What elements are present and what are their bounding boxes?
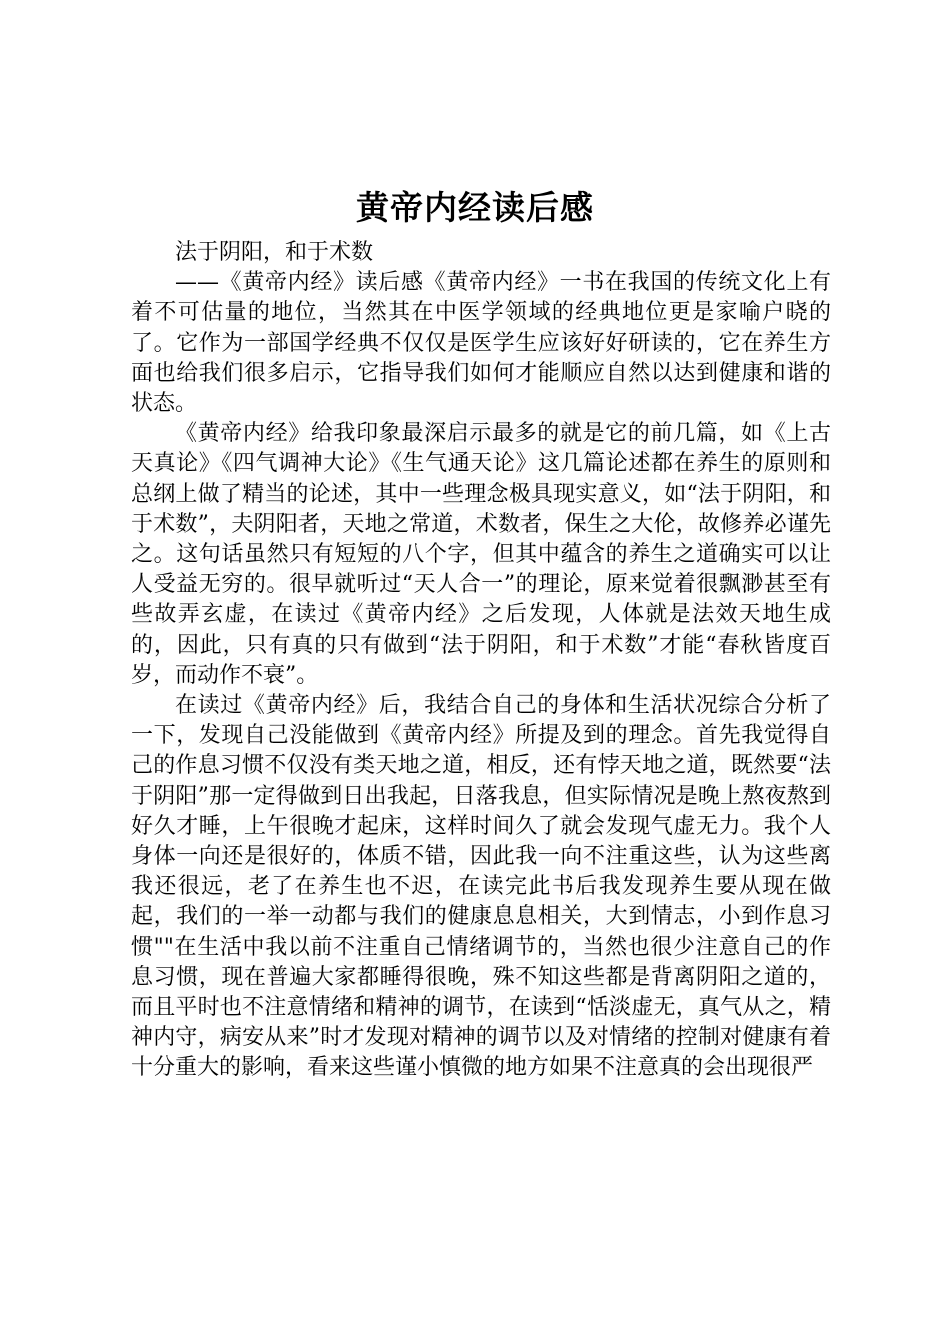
body-paragraph: 《黄帝内经》给我印象最深启示最多的就是它的前几篇，如《上古天真论》《四气调神大论》《生气通天论》这几篇论述都在养生的原则和总纲上做了精当的论述，其中一些理念极具现实意义，如“法于阴阳，和于术数”，夫阴阳者，天地之常道，术数者，保生之大伦，故修养必谨先之。这句话虽然只有短短的八个字，但其中蕴含的养生之道确实可以让人受益无穷的。很早就听过“天人合一”的理论，原来觉着很飘渺甚至有些故弄玄虚，在读过《黄帝内经》之后发现，人体就是法效天地生成的，因此，只有真的只有做到“法于阴阳，和于术数”才能“春秋皆度百岁，而动作不衰”。 bbox=[131, 421, 831, 688]
document-body bbox=[131, 238, 831, 1084]
body-paragraph: ——《黄帝内经》读后感《黄帝内经》一书在我国的传统文化上有着不可估量的地位，当然其在中医学领域的经典地位更是家喻户晓的了。它作为一部国学经典不仅仅是医学生应该好好研读的，它在养生方面也给我们很多启示，它指导我们如何才能顺应自然以达到健康和谐的状态。 bbox=[131, 270, 831, 417]
subtitle-paragraph: 法于阴阳，和于术数 bbox=[175, 240, 374, 265]
document-title: 黄帝内经读后感 bbox=[356, 188, 594, 227]
body-paragraph: 在读过《黄帝内经》后，我结合自己的身体和生活状况综合分析了一下，发现自己没能做到《黄帝内经》所提及到的理念。首先我觉得自己的作息习惯不仅没有类天地之道，相反，还有悖天地之道，既然要“法于阴阳”那一定得做到日出我起，日落我息，但实际情况是晚上熬夜熬到好久才睡，上午很晚才起床，这样时间久了就会发现气虚无力。我个人身体一向还是很好的，体质不错，因此我一向不注重这些，认为这些离我还很远，老了在养生也不迟，在读完此书后我发现养生要从现在做起，我们的一举一动都与我们的健康息息相关，大到情志，小到作息习惯""在生活中我以前不注重自己情绪调节的，当然也很少注意自己的作息习惯，现在普遍大家都睡得很晚，殊不知这些都是背离阴阳之道的，而且平时也不注意情绪和精神的调节，在读到“恬淡虚无，真气从之，精神内守，病安从来”时才发现对精神的调节以及对情绪的控制对健康有着十分重大的影响，看来这些谨小慎微的地方如果不注意真的会出现很严 bbox=[131, 693, 831, 1081]
